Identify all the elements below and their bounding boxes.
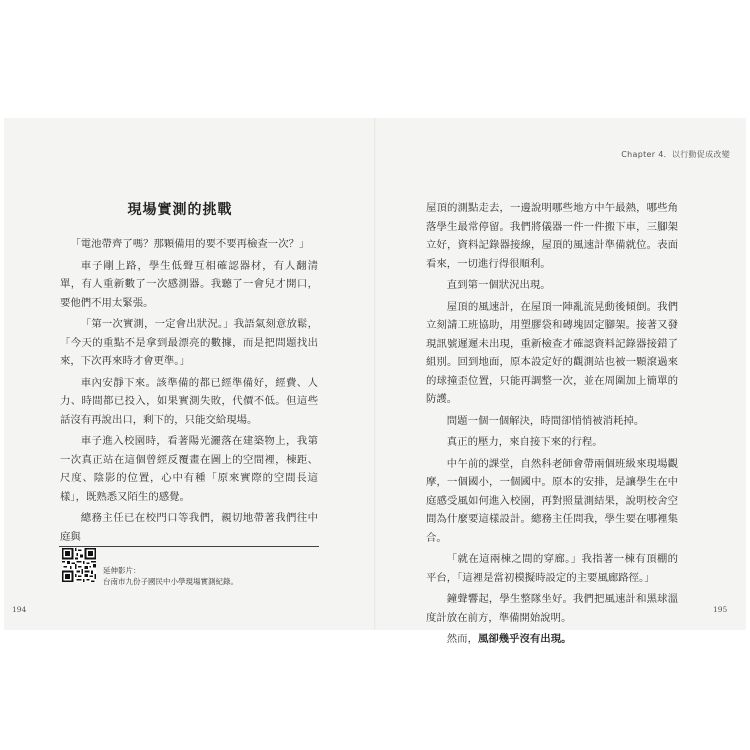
page-number-right: 195 bbox=[713, 605, 728, 614]
footnote-divider bbox=[59, 546, 319, 547]
body-paragraph: 鐘聲響起，學生整隊坐好。我們把風速計和黑球溫度計放在前方，準備開始說明。 bbox=[426, 593, 678, 624]
right-page-body bbox=[426, 199, 678, 652]
book-gutter bbox=[374, 118, 376, 630]
body-paragraph: 問題一個一個解決，時間卻悄悄被消耗掉。 bbox=[446, 414, 645, 427]
body-paragraph: 中午前的課堂，自然科老師會帶兩個班級來現場觀摩，一個國小，一個國中。原本的安排，是讓學生在中庭感受風如何進入校園，再對照量測結果，說明校舍空間為什麼要這樣設計。總務主任問我，學生要在哪裡集合。 bbox=[426, 457, 678, 544]
final-paragraph-lead: 然而， bbox=[446, 633, 478, 645]
body-paragraph: 「就在這兩棟之間的穿廊。」我指著一棟有頂棚的平台，「這裡是當初模擬時設定的主要風廊路徑。」 bbox=[426, 553, 678, 584]
final-paragraph-emphasis: 風卻幾乎沒有出現。 bbox=[477, 633, 572, 645]
body-paragraph: 真正的壓力，來自接下來的行程。 bbox=[446, 436, 603, 448]
body-paragraph: 屋頂的風速計，在屋頂一陣亂流晃動後傾倒。我們立刻請工班協助，用塑膠袋和磚塊固定腳架。接著又發現訊號遲遲未出現，重新檢查才確認資料記錄器接錯了組別。回到地面，原本設定好的觀測站也被一顆滾過來的球撞歪位置，只能再調整一次，並在周圍加上簡單的防護。 bbox=[426, 300, 678, 405]
video-note-text: 台南市九份子國民中小學現場實測紀錄。 bbox=[103, 577, 238, 586]
body-paragraph: 車內安靜下來。該準備的都已經準備好，經費、人力、時間都已投入，如果實測失敗，代價不低。但這些話沒有再說出口，剩下的，只能交給現場。 bbox=[60, 376, 318, 426]
body-paragraph: 「電池帶齊了嗎？那顆備用的要不要再檢查一次？」 bbox=[70, 238, 310, 250]
body-paragraph: 屋頂的測點走去，一邊說明哪些地方中午最熱，哪些角落學生最常停留。我們將儀器一件一件搬下車，三腳架立好，資料記錄器接線，屋頂的風速計準備就位。表面看來，一切進行得很順利。 bbox=[426, 202, 678, 270]
body-paragraph: 直到第一個狀況出現。 bbox=[446, 279, 551, 291]
qr-code-icon[interactable] bbox=[62, 548, 96, 582]
page-number-left: 194 bbox=[12, 605, 27, 614]
left-page-body bbox=[60, 235, 318, 549]
body-paragraph: 車子進入校園時，看著陽光灑落在建築物上，我第一次真正站在這個曾經反覆畫在圖上的空間裡，棟距、尺度、陰影的位置，心中有種「原來實際的空間長這樣」，既熟悉又陌生的感覺。 bbox=[60, 435, 318, 503]
body-paragraph: 總務主任已在校門口等我們，親切地帶著我們往中庭與 bbox=[60, 512, 318, 543]
video-note bbox=[103, 565, 238, 587]
chapter-header: Chapter 4．以行動促成改變 bbox=[621, 150, 730, 159]
body-paragraph: 車子剛上路，學生低聲互相確認器材，有人翻清單，有人重新數了一次感測器。我聽了一會兒才開口，要他們不用太緊張。 bbox=[60, 259, 318, 309]
page-title: 現場實測的挑戰 bbox=[127, 202, 233, 218]
video-note-label: 延伸影片： bbox=[103, 566, 141, 575]
body-paragraph: 「第一次實測，一定會出狀況。」我語氣刻意放鬆，「今天的重點不是拿到最漂亮的數據，而是把問題找出來，下次再來時才會更準。」 bbox=[60, 318, 318, 367]
final-paragraph bbox=[426, 630, 678, 649]
